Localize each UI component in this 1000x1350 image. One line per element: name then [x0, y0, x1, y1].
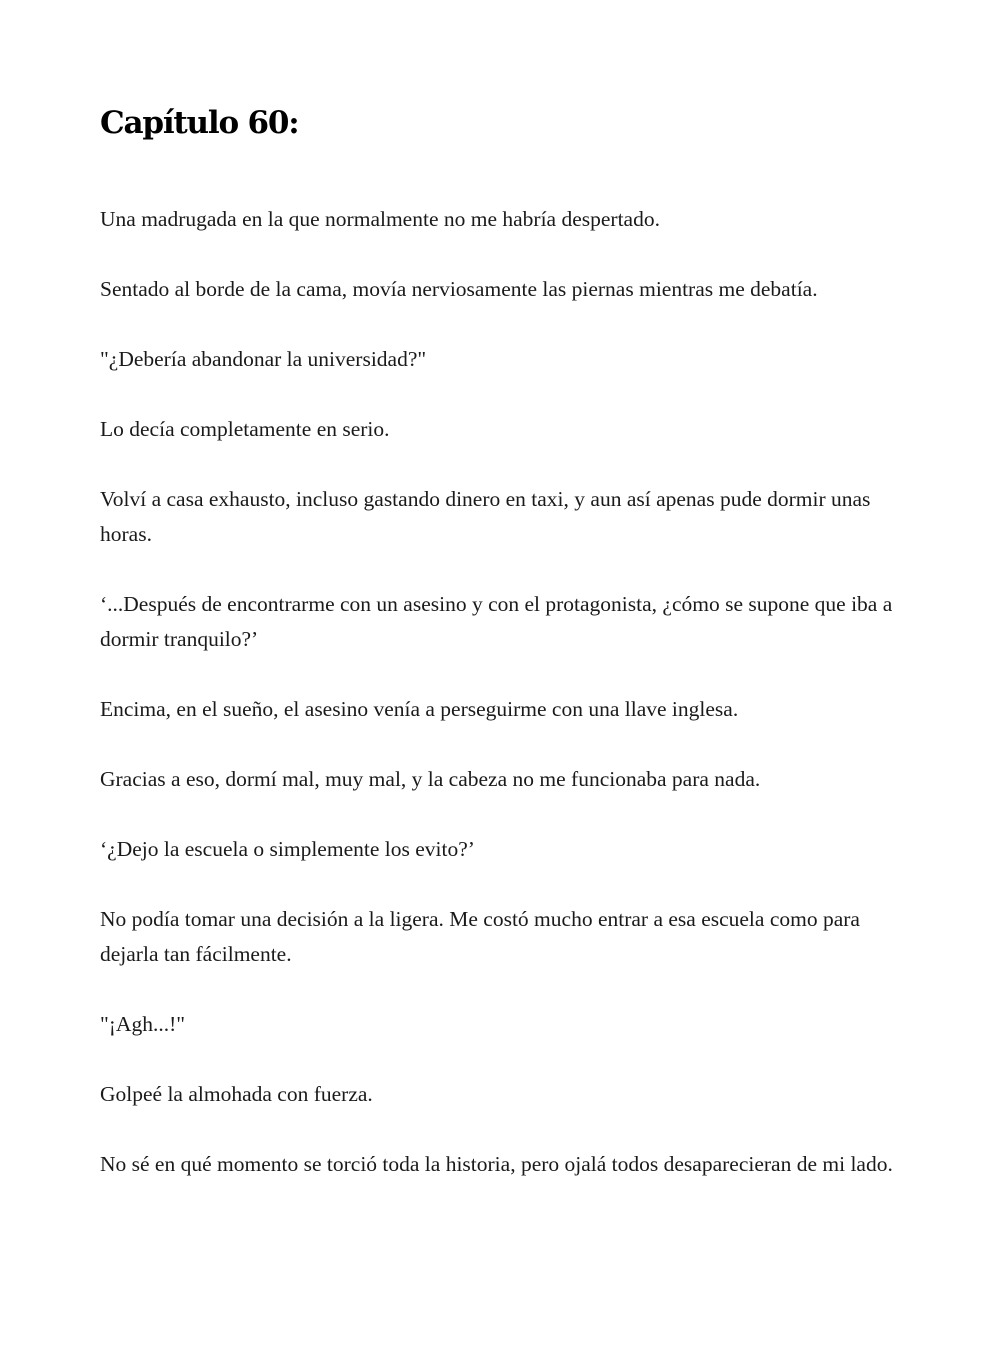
paragraph: "¿Debería abandonar la universidad?": [100, 347, 427, 371]
paragraph: Encima, en el sueño, el asesino venía a perseguirme con una llave inglesa.: [100, 697, 739, 721]
paragraph: No podía tomar una decisión a la ligera. Me costó mucho entrar a esa escuela como para dejarla tan fácilmente.: [100, 907, 860, 966]
paragraph: ‘...Después de encontrarme con un asesino y con el protagonista, ¿cómo se supone que iba a dormir tranquilo?’: [100, 592, 893, 651]
paragraph: Golpeé la almohada con fuerza.: [100, 1082, 373, 1106]
paragraph: Sentado al borde de la cama, movía nerviosamente las piernas mientras me debatía.: [100, 277, 818, 301]
chapter-title: Capítulo 60:: [100, 105, 299, 141]
paragraph: "¡Agh...!": [100, 1012, 186, 1036]
paragraph: Una madrugada en la que normalmente no me habría despertado.: [100, 207, 660, 231]
paragraph: Lo decía completamente en serio.: [100, 417, 390, 441]
document-page: [100, 0, 900, 1350]
paragraph: No sé en qué momento se torció toda la historia, pero ojalá todos desaparecieran de mi lado.: [100, 1152, 893, 1176]
paragraph: ‘¿Dejo la escuela o simplemente los evito?’: [100, 837, 475, 861]
paragraph: Volví a casa exhausto, incluso gastando dinero en taxi, y aun así apenas pude dormir unas horas.: [100, 487, 871, 546]
paragraph: Gracias a eso, dormí mal, muy mal, y la cabeza no me funcionaba para nada.: [100, 767, 761, 791]
chapter-body: [100, 202, 900, 1217]
